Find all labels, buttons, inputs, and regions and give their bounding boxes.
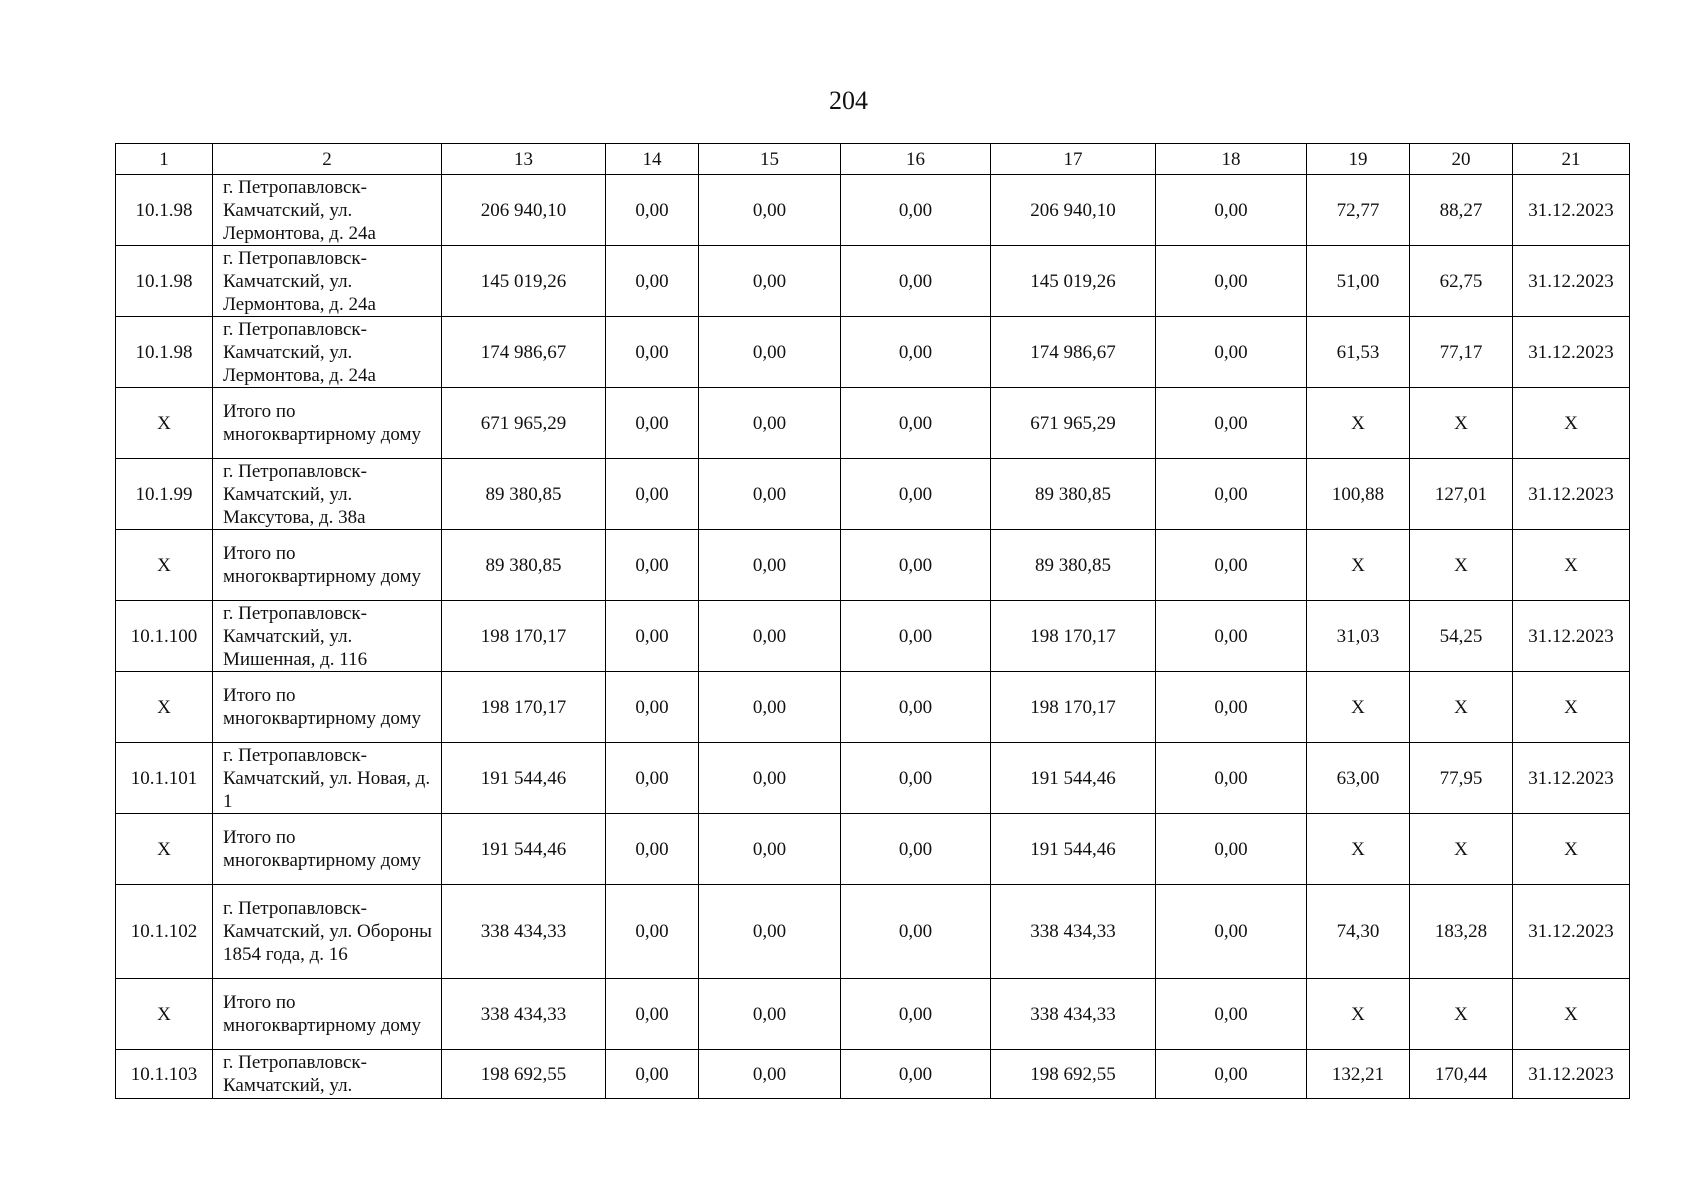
table-cell: 145 019,26 (991, 246, 1156, 317)
table-cell: 31,03 (1307, 601, 1410, 672)
header-cell: 17 (991, 144, 1156, 175)
table-cell: 0,00 (606, 672, 699, 743)
header-cell: 13 (442, 144, 606, 175)
table-cell: 0,00 (699, 672, 841, 743)
table-cell: X (1307, 672, 1410, 743)
table-cell: X (116, 814, 213, 885)
table-cell: 0,00 (699, 175, 841, 246)
table-cell: 0,00 (841, 459, 991, 530)
table-cell: 77,95 (1410, 743, 1513, 814)
table-cell: 0,00 (606, 175, 699, 246)
address-cell: г. Петропавловск-Камчатский, ул. (213, 1050, 442, 1099)
table-cell: 0,00 (699, 1050, 841, 1099)
header-row (116, 144, 1630, 175)
table-cell: 0,00 (699, 743, 841, 814)
header-cell: 21 (1513, 144, 1630, 175)
table-row (116, 814, 1630, 885)
table-cell: 198 170,17 (991, 672, 1156, 743)
table-row (116, 743, 1630, 814)
table-cell: 206 940,10 (442, 175, 606, 246)
table-cell: 0,00 (606, 1050, 699, 1099)
table-cell: 0,00 (841, 1050, 991, 1099)
table-cell: 174 986,67 (991, 317, 1156, 388)
table-cell: 0,00 (841, 885, 991, 979)
data-table (115, 143, 1630, 1099)
table-cell: 183,28 (1410, 885, 1513, 979)
table-cell: 10.1.101 (116, 743, 213, 814)
table-cell: 0,00 (1156, 530, 1307, 601)
table-cell: 0,00 (1156, 979, 1307, 1050)
address-cell: г. Петропавловск-Камчатский, ул. Новая, д. 1 (213, 743, 442, 814)
header-cell: 19 (1307, 144, 1410, 175)
table-cell: 0,00 (606, 530, 699, 601)
table-row (116, 246, 1630, 317)
table-cell: 0,00 (1156, 1050, 1307, 1099)
table-cell: 0,00 (606, 317, 699, 388)
table-cell: 191 544,46 (442, 814, 606, 885)
table-cell: 10.1.98 (116, 317, 213, 388)
table-cell: 10.1.98 (116, 246, 213, 317)
table-cell: 132,21 (1307, 1050, 1410, 1099)
table-cell: 88,27 (1410, 175, 1513, 246)
table-cell: 0,00 (841, 979, 991, 1050)
table-cell: 89 380,85 (991, 530, 1156, 601)
table-cell: 191 544,46 (991, 814, 1156, 885)
table-cell: X (1410, 672, 1513, 743)
header-cell: 16 (841, 144, 991, 175)
table-cell: 0,00 (841, 814, 991, 885)
table-cell: 0,00 (606, 388, 699, 459)
table-cell: X (1307, 530, 1410, 601)
header-cell: 1 (116, 144, 213, 175)
header-cell: 20 (1410, 144, 1513, 175)
table-cell: 198 170,17 (442, 672, 606, 743)
table-row (116, 530, 1630, 601)
table-cell: 0,00 (841, 175, 991, 246)
table-cell: 0,00 (606, 601, 699, 672)
table-cell: 0,00 (606, 459, 699, 530)
table-cell: 74,30 (1307, 885, 1410, 979)
table-cell: 31.12.2023 (1513, 743, 1630, 814)
table-cell: X (1513, 530, 1630, 601)
table-cell: X (116, 388, 213, 459)
table-cell: 198 170,17 (442, 601, 606, 672)
address-cell: Итого по многоквартирному дому (213, 388, 442, 459)
table-cell: 0,00 (699, 530, 841, 601)
table-cell: 0,00 (841, 672, 991, 743)
page-number: 204 (829, 86, 868, 115)
table-cell: 0,00 (1156, 885, 1307, 979)
table-cell: 0,00 (1156, 317, 1307, 388)
table-cell: 31.12.2023 (1513, 175, 1630, 246)
table-body (116, 175, 1630, 1099)
table-cell: 89 380,85 (442, 459, 606, 530)
table-cell: 31.12.2023 (1513, 317, 1630, 388)
address-cell: Итого по многоквартирному дому (213, 672, 442, 743)
table-cell: 338 434,33 (991, 885, 1156, 979)
table-cell: 0,00 (1156, 743, 1307, 814)
table-cell: 0,00 (699, 459, 841, 530)
table-cell: 198 692,55 (991, 1050, 1156, 1099)
table-cell: 0,00 (1156, 175, 1307, 246)
table-cell: 0,00 (841, 388, 991, 459)
table-cell: 0,00 (1156, 246, 1307, 317)
table-cell: 0,00 (606, 743, 699, 814)
table-cell: 0,00 (606, 979, 699, 1050)
table-cell: 198 170,17 (991, 601, 1156, 672)
table-cell: 63,00 (1307, 743, 1410, 814)
table-row (116, 317, 1630, 388)
address-cell: Итого по многоквартирному дому (213, 530, 442, 601)
address-cell: г. Петропавловск-Камчатский, ул. Максутова, д. 38а (213, 459, 442, 530)
table-cell: 206 940,10 (991, 175, 1156, 246)
table-cell: 51,00 (1307, 246, 1410, 317)
table-cell: 0,00 (699, 388, 841, 459)
table-cell: 145 019,26 (442, 246, 606, 317)
table-cell: X (116, 530, 213, 601)
table-cell: 10.1.103 (116, 1050, 213, 1099)
table-cell: 0,00 (1156, 388, 1307, 459)
table-cell: 191 544,46 (442, 743, 606, 814)
table-cell: 89 380,85 (991, 459, 1156, 530)
table-cell: X (1513, 814, 1630, 885)
table-cell: X (1410, 388, 1513, 459)
table-header (116, 144, 1630, 175)
table-row (116, 885, 1630, 979)
table-cell: 31.12.2023 (1513, 885, 1630, 979)
table-cell: 0,00 (1156, 459, 1307, 530)
table-cell: 54,25 (1410, 601, 1513, 672)
table-cell: 61,53 (1307, 317, 1410, 388)
table-cell: 0,00 (606, 814, 699, 885)
table-row (116, 979, 1630, 1050)
table-cell: 0,00 (699, 601, 841, 672)
table-cell: 77,17 (1410, 317, 1513, 388)
table-cell: 72,77 (1307, 175, 1410, 246)
table-cell: 0,00 (699, 885, 841, 979)
table-cell: 10.1.102 (116, 885, 213, 979)
table-cell: 127,01 (1410, 459, 1513, 530)
address-cell: г. Петропавловск-Камчатский, ул. Лермонтова, д. 24а (213, 175, 442, 246)
table-cell: 671 965,29 (991, 388, 1156, 459)
table-row (116, 601, 1630, 672)
table-cell: 0,00 (1156, 814, 1307, 885)
table-cell: X (1307, 388, 1410, 459)
table-cell: 89 380,85 (442, 530, 606, 601)
table-cell: 0,00 (606, 246, 699, 317)
table-row (116, 175, 1630, 246)
table-cell: 0,00 (699, 979, 841, 1050)
header-cell: 18 (1156, 144, 1307, 175)
table-cell: 31.12.2023 (1513, 246, 1630, 317)
table-cell: 0,00 (606, 885, 699, 979)
table-cell: 0,00 (841, 601, 991, 672)
table-cell: 338 434,33 (442, 979, 606, 1050)
table-cell: X (116, 979, 213, 1050)
table-cell: 0,00 (699, 246, 841, 317)
table-cell: 100,88 (1307, 459, 1410, 530)
table-cell: X (1513, 388, 1630, 459)
table-cell: 0,00 (841, 317, 991, 388)
table-cell: 338 434,33 (991, 979, 1156, 1050)
table-cell: X (1410, 814, 1513, 885)
table-row (116, 459, 1630, 530)
table-cell: 0,00 (1156, 601, 1307, 672)
table-cell: 10.1.100 (116, 601, 213, 672)
table-cell: 174 986,67 (442, 317, 606, 388)
table-cell: 170,44 (1410, 1050, 1513, 1099)
table-cell: X (1307, 979, 1410, 1050)
header-cell: 2 (213, 144, 442, 175)
address-cell: г. Петропавловск-Камчатский, ул. Обороны 1854 года, д. 16 (213, 885, 442, 979)
table-cell: 31.12.2023 (1513, 1050, 1630, 1099)
table-row (116, 672, 1630, 743)
header-cell: 14 (606, 144, 699, 175)
table-cell: X (1410, 530, 1513, 601)
table-cell: 0,00 (841, 246, 991, 317)
table-cell: X (1513, 979, 1630, 1050)
address-cell: г. Петропавловск-Камчатский, ул. Лермонтова, д. 24а (213, 317, 442, 388)
address-cell: Итого по многоквартирному дому (213, 979, 442, 1050)
table-cell: 0,00 (699, 814, 841, 885)
table-cell: 0,00 (841, 530, 991, 601)
table-cell: 0,00 (841, 743, 991, 814)
header-cell: 15 (699, 144, 841, 175)
table-cell: X (1307, 814, 1410, 885)
table-cell: 31.12.2023 (1513, 601, 1630, 672)
table-cell: X (1410, 979, 1513, 1050)
table-cell: 10.1.98 (116, 175, 213, 246)
table-cell: 31.12.2023 (1513, 459, 1630, 530)
table-row (116, 388, 1630, 459)
table-cell: 0,00 (1156, 672, 1307, 743)
table-cell: 191 544,46 (991, 743, 1156, 814)
address-cell: г. Петропавловск-Камчатский, ул. Мишенная, д. 116 (213, 601, 442, 672)
table-cell: 10.1.99 (116, 459, 213, 530)
table-cell: 671 965,29 (442, 388, 606, 459)
table-cell: 198 692,55 (442, 1050, 606, 1099)
table-cell: X (1513, 672, 1630, 743)
address-cell: Итого по многоквартирному дому (213, 814, 442, 885)
table-cell: 0,00 (699, 317, 841, 388)
address-cell: г. Петропавловск-Камчатский, ул. Лермонтова, д. 24а (213, 246, 442, 317)
table-row (116, 1050, 1630, 1099)
table-cell: 62,75 (1410, 246, 1513, 317)
table-cell: X (116, 672, 213, 743)
table-cell: 338 434,33 (442, 885, 606, 979)
